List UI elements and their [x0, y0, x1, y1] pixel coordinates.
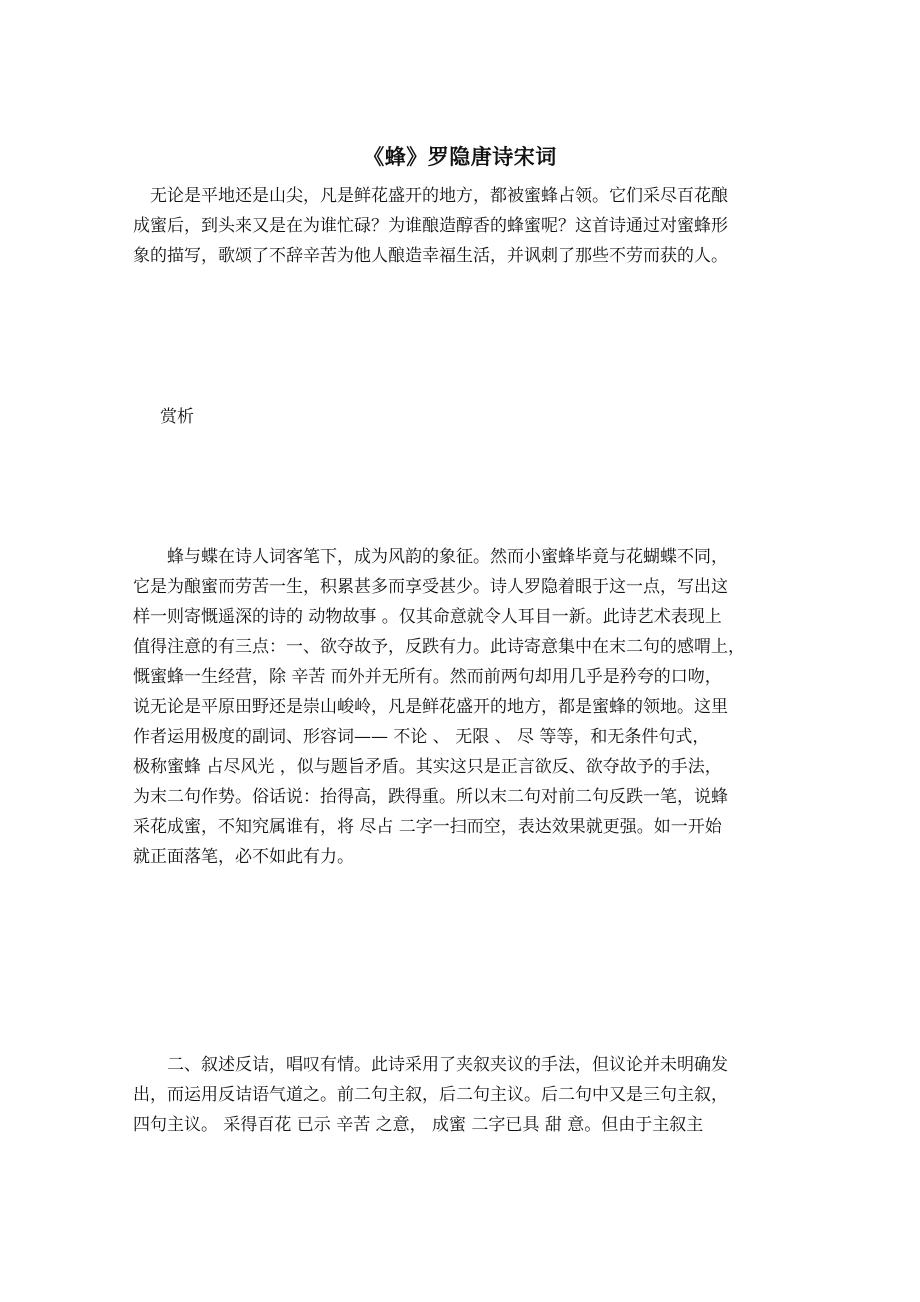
paragraph-line: 极称蜜蜂 占尽风光 ，似与题旨矛盾。其实这只是正言欲反、欲夺故予的手法， [133, 757, 722, 777]
analysis-paragraph-1 [133, 542, 793, 872]
document-title: 《蜂》罗隐唐诗宋词 [363, 144, 557, 169]
intro-line: 无论是平地还是山尖，凡是鲜花盛开的地方，都被蜜蜂占领。它们采尽百花酿 [133, 186, 728, 206]
paragraph-line: 就正面落笔，必不如此有力。 [133, 847, 354, 867]
intro-paragraph [133, 181, 793, 271]
paragraph-line: 四句主议。 采得百花 已示 辛苦 之意， 成蜜 二字已具 甜 意。但由于主叙主 [133, 1115, 704, 1135]
paragraph-line: 为末二句作势。俗话说：抬得高，跌得重。所以末二句对前二句反跌一笔，说蜂 [133, 787, 728, 807]
intro-line: 成蜜后，到头来又是在为谁忙碌？为谁酿造醇香的蜂蜜呢？这首诗通过对蜜蜂形 [133, 216, 728, 236]
paragraph-line: 值得注意的有三点：一、欲夺故予，反跌有力。此诗寄意集中在末二句的感喟上， [133, 637, 745, 657]
paragraph-line: 二、叙述反诘，唱叹有情。此诗采用了夹叙夹议的手法，但议论并未明确发 [133, 1055, 728, 1075]
paragraph-line: 采花成蜜，不知究属谁有，将 尽占 二字一扫而空，表达效果就更强。如一开始 [133, 817, 722, 837]
paragraph-line: 作者运用极度的副词、形容词—— 不论 、 无限 、 尽 等等，和无条件句式， [133, 727, 710, 747]
paragraph-line: 出，而运用反诘语气道之。前二句主叙，后二句主议。后二句中又是三句主叙， [133, 1085, 728, 1105]
paragraph-line: 慨蜜蜂一生经营，除 辛苦 而外并无所有。然而前两句却用几乎是矜夸的口吻， [133, 667, 722, 687]
analysis-paragraph-2 [133, 1050, 793, 1140]
section-heading: 赏析 [160, 407, 194, 427]
paragraph-line: 它是为酿蜜而劳苦一生，积累甚多而享受甚少。诗人罗隐着眼于这一点，写出这 [133, 577, 728, 597]
paragraph-line: 样一则寄慨遥深的诗的 动物故事 。仅其命意就令人耳目一新。此诗艺术表现上 [133, 607, 722, 627]
paragraph-line: 蜂与蝶在诗人词客笔下，成为风韵的象征。然而小蜜蜂毕竟与花蝴蝶不同， [133, 547, 728, 567]
paragraph-line: 说无论是平原田野还是崇山峻岭，凡是鲜花盛开的地方，都是蜜蜂的领地。这里 [133, 697, 728, 717]
intro-line: 象的描写，歌颂了不辞辛苦为他人酿造幸福生活，并讽刺了那些不劳而获的人。 [133, 246, 728, 266]
